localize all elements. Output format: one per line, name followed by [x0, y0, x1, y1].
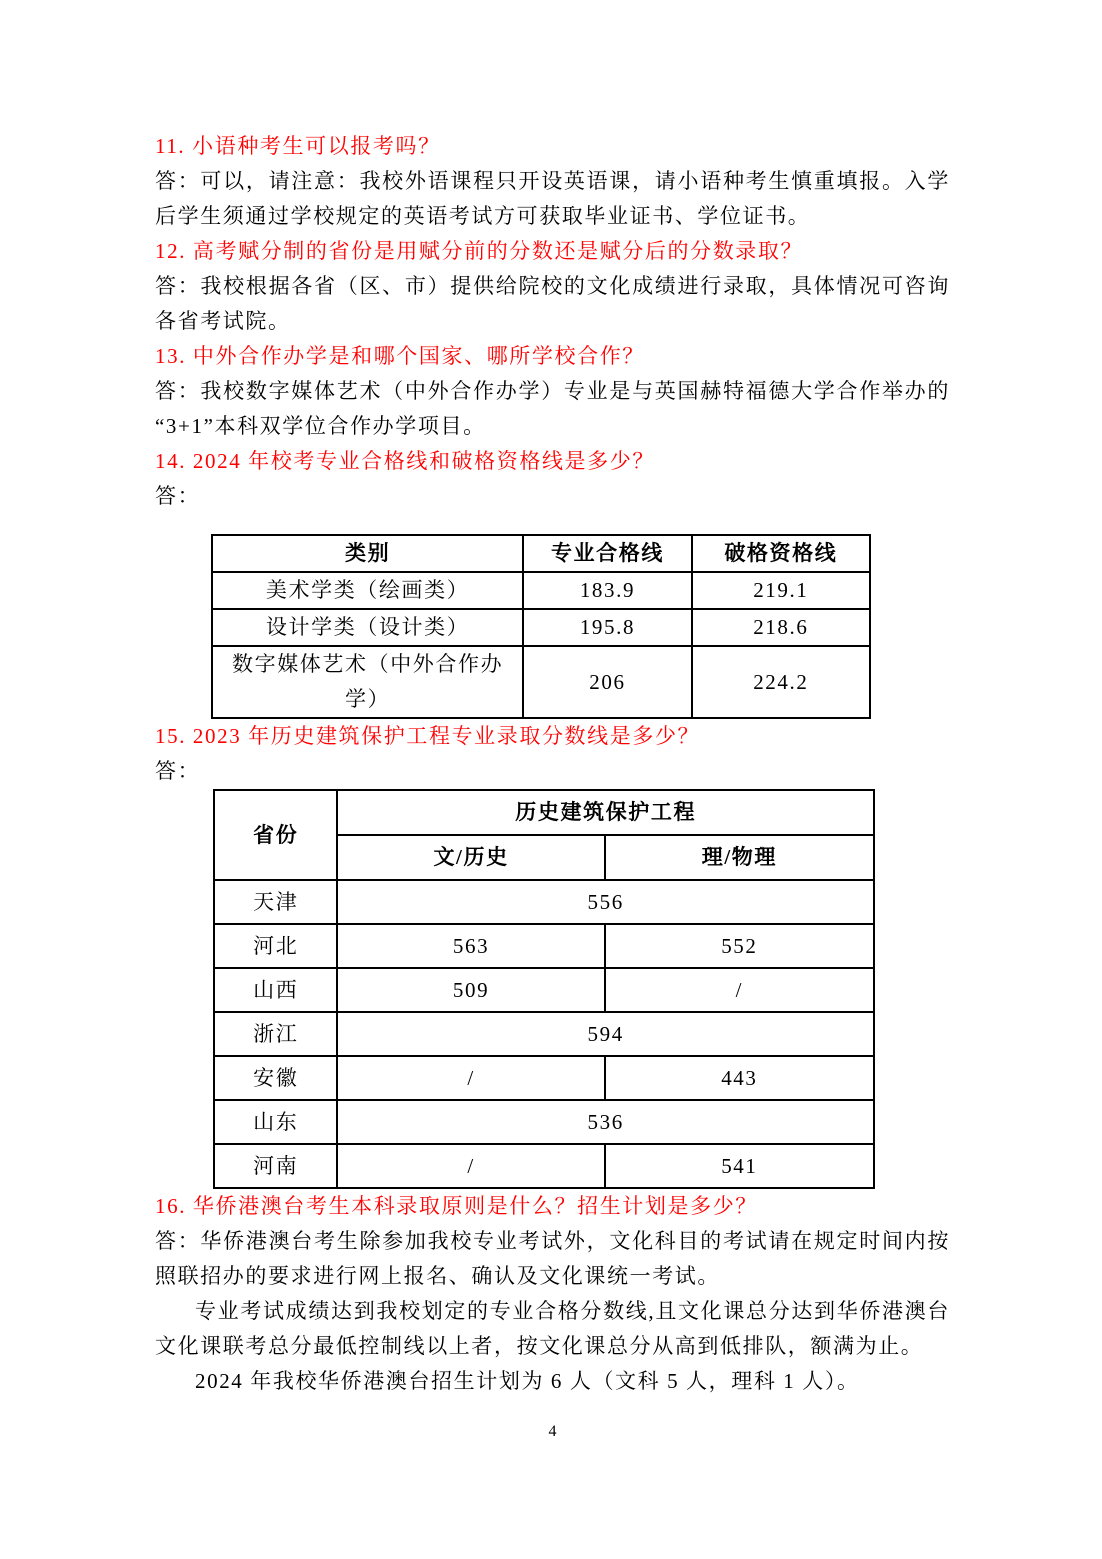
score-cell: 536 [337, 1100, 874, 1144]
table-header-row [212, 535, 870, 572]
admission-table [213, 789, 875, 1189]
value-cell: 206 [523, 646, 691, 718]
value-cell: 224.2 [692, 646, 870, 718]
value-cell: 195.8 [523, 609, 691, 646]
table-row [214, 1100, 874, 1144]
category-cell: 数字媒体艺术（中外合作办学） [212, 646, 523, 718]
score-cell: 541 [605, 1144, 874, 1188]
question-16-answer-p1: 答：华侨港澳台考生除参加我校专业考试外，文化科目的考试请在规定时间内按照联招办的要求进行网上报名、确认及文化课统一考试。 [155, 1229, 950, 1288]
province-cell: 天津 [214, 880, 337, 924]
score-cell: 594 [337, 1012, 874, 1056]
question-16-answer-p3: 2024 年我校华侨港澳台招生计划为 6 人（文科 5 人，理科 1 人）。 [195, 1369, 860, 1393]
header-cell-major: 历史建筑保护工程 [337, 790, 874, 835]
question-15-heading: 15. 2023 年历史建筑保护工程专业录取分数线是多少？ [155, 724, 701, 748]
question-13-answer: 答：我校数字媒体艺术（中外合作办学）专业是与英国赫特福德大学合作举办的“3+1”本科双学位合作办学项目。 [155, 379, 950, 438]
header-cell-exception-line: 破格资格线 [692, 535, 870, 572]
category-cell: 设计学类（设计类） [212, 609, 523, 646]
table-row [214, 1012, 874, 1056]
table-row [212, 572, 870, 609]
question-12-heading: 12. 高考赋分制的省份是用赋分前的分数还是赋分后的分数录取？ [155, 239, 804, 263]
header-cell-pass-line: 专业合格线 [523, 535, 691, 572]
table-header-row [214, 790, 874, 835]
table-row [214, 968, 874, 1012]
question-16-answer-p2: 专业考试成绩达到我校划定的专业合格分数线,且文化课总分达到华侨港澳台文化课联考总分最低控制线以上者，按文化课总分从高到低排队，额满为止。 [155, 1299, 950, 1358]
value-cell: 218.6 [692, 609, 870, 646]
answer-label-15: 答： [155, 759, 201, 783]
question-13-heading: 13. 中外合作办学是和哪个国家、哪所学校合作？ [155, 344, 645, 368]
score-cell: 556 [337, 880, 874, 924]
score-cell: / [337, 1144, 604, 1188]
score-table [211, 534, 871, 719]
question-11-answer: 答：可以，请注意：我校外语课程只开设英语课，请小语种考生慎重填报。入学后学生须通过学校规定的英语考试方可获取毕业证书、学位证书。 [155, 169, 950, 228]
score-cell: / [337, 1056, 604, 1100]
score-cell: 509 [337, 968, 604, 1012]
category-cell: 美术学类（绘画类） [212, 572, 523, 609]
score-cell: / [605, 968, 874, 1012]
value-cell: 219.1 [692, 572, 870, 609]
header-cell-li-physics: 理/物理 [605, 835, 874, 880]
score-cell: 552 [605, 924, 874, 968]
table-row [212, 609, 870, 646]
question-12-answer: 答：我校根据各省（区、市）提供给院校的文化成绩进行录取，具体情况可咨询各省考试院。 [155, 274, 950, 333]
header-cell-wen-history: 文/历史 [337, 835, 604, 880]
page-number: 4 [548, 1423, 557, 1440]
header-cell-province: 省份 [214, 790, 337, 880]
province-cell: 安徽 [214, 1056, 337, 1100]
question-16-heading: 16. 华侨港澳台考生本科录取原则是什么？招生计划是多少？ [155, 1194, 758, 1218]
table-row [214, 880, 874, 924]
score-cell: 563 [337, 924, 604, 968]
answer-label-14: 答： [155, 484, 201, 508]
table-row [214, 1056, 874, 1100]
header-cell-category: 类别 [212, 535, 523, 572]
province-cell: 河南 [214, 1144, 337, 1188]
province-cell: 山东 [214, 1100, 337, 1144]
score-cell: 443 [605, 1056, 874, 1100]
table-row [212, 646, 870, 718]
province-cell: 河北 [214, 924, 337, 968]
table-row [214, 924, 874, 968]
question-11-heading: 11. 小语种考生可以报考吗？ [155, 134, 441, 158]
province-cell: 浙江 [214, 1012, 337, 1056]
province-cell: 山西 [214, 968, 337, 1012]
value-cell: 183.9 [523, 572, 691, 609]
table-row [214, 1144, 874, 1188]
question-14-heading: 14. 2024 年校考专业合格线和破格资格线是多少？ [155, 449, 655, 473]
